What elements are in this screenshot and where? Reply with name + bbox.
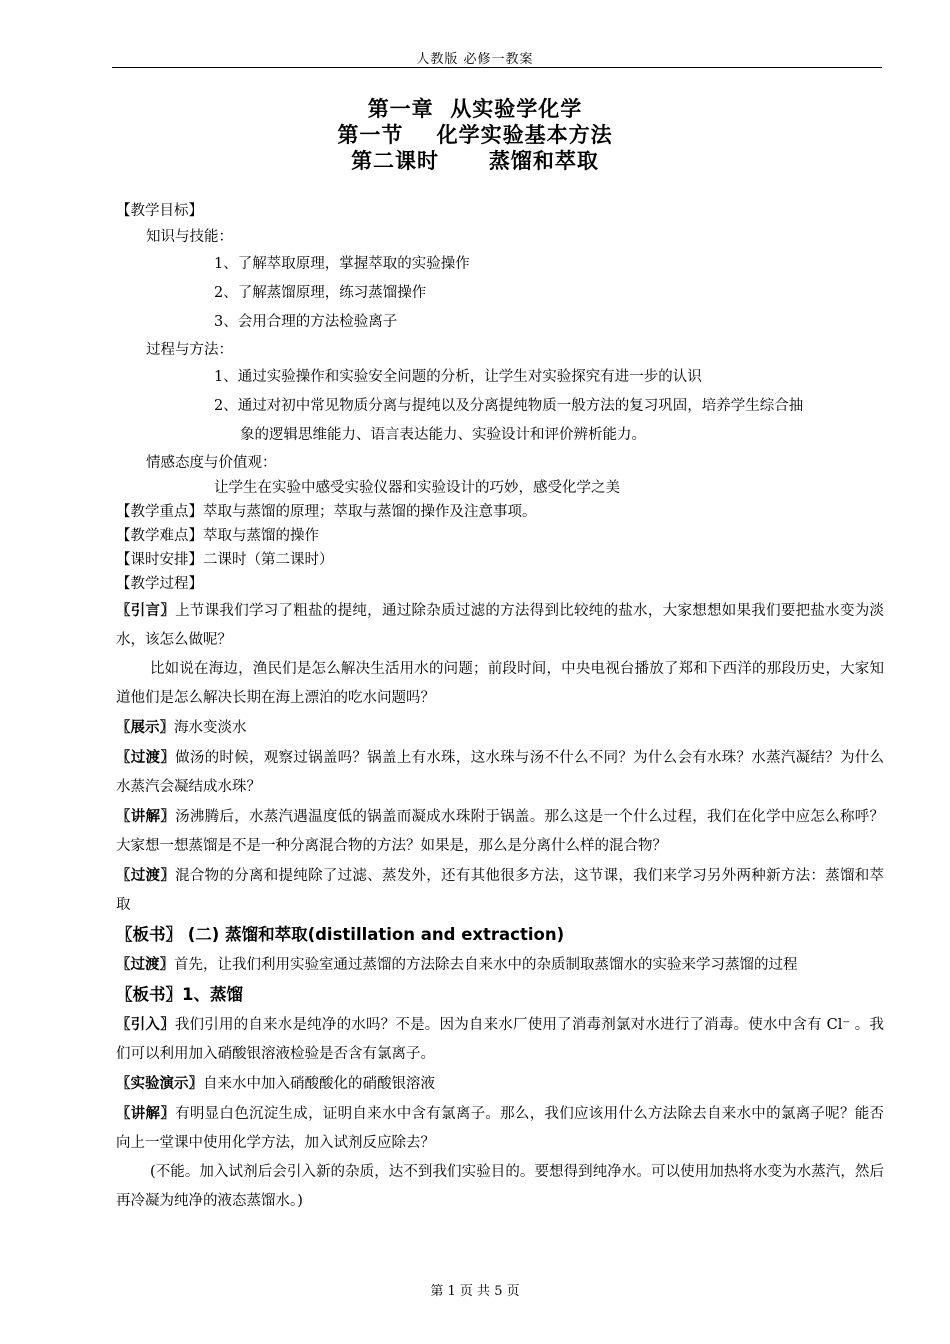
paragraph-tag: 〖过渡〗 (116, 749, 176, 766)
paragraph-text: 有明显白色沉淀生成，证明自来水中含有氯离子。那么，我们应该用什么方法除去自来水中的氯离子呢？能否向上一堂课中使用化学方法，加入试剂反应除去？ (116, 1106, 885, 1151)
page-header: 人教版 必修一教案 (416, 52, 534, 67)
objectives-heading: 【教学目标】 (116, 203, 203, 219)
paragraph-text: 做汤的时候，观察过锅盖吗？锅盖上有水珠，这水珠与汤不什么不同？为什么会有水珠？水蒸汽凝结？为什么水蒸汽会凝结成水珠？ (116, 750, 885, 795)
paragraph-text: 我们引用的自来水是纯净的水吗？不是。因为自来水厂使用了消毒剂氯对水进行了消毒。使水中含有 Cl⁻ 。我们可以利用加入硝酸银溶液检验是否含有氯离子。 (116, 1017, 885, 1062)
paragraph-text: 上节课我们学习了粗盐的提纯，通过除杂质过滤的方法得到比较纯的盐水，大家想想如果我们要把盐水变为淡水，该怎么做呢？ (116, 603, 885, 648)
paragraph-text: 海水变淡水 (174, 720, 247, 736)
knowledge-item: 2、了解蒸馏原理，练习蒸馏操作 (214, 285, 427, 301)
explain-paragraph (116, 1099, 884, 1158)
process-item: 1、通过实验操作和实验安全问题的分析，让学生对实验探究有进一步的认识 (214, 369, 702, 385)
introduce-paragraph (116, 1010, 884, 1069)
emotion-label: 情感态度与价值观： (146, 455, 277, 471)
history-paragraph (116, 655, 884, 713)
paragraph-text: 比如说在海边，渔民们是怎么解决生活用水的问题；前段时间，中央电视台播放了郑和下西洋的那段历史，大家知道他们是怎么解决长期在海上漂泊的吃水问题吗？ (116, 661, 884, 706)
key-points: 【教学重点】萃取与蒸馏的原理；萃取与蒸馏的操作及注意事项。 (116, 504, 537, 520)
knowledge-label: 知识与技能： (146, 229, 233, 245)
paragraph-text: 自来水中加入硝酸酸化的硝酸银溶液 (203, 1076, 435, 1092)
transition-paragraph (116, 861, 884, 920)
paragraph-tag: 〖过渡〗 (116, 956, 174, 973)
paragraph-text: 汤沸腾后，水蒸汽遇温度低的锅盖而凝成水珠附于锅盖。那么这是一个什么过程，我们在化学中应怎么称呼？大家想一想蒸馏是不是一种分离混合物的方法？如果是，那么是分离什么样的混合物？ (116, 809, 885, 854)
process-label: 过程与方法： (146, 342, 233, 358)
explain-paragraph (116, 802, 884, 861)
paragraph-text: 混合物的分离和提纯除了过滤、蒸发外，还有其他很多方法，这节课，我们来学习另外两种新方法：蒸馏和萃取 (116, 868, 885, 913)
process-item: 2、通过对初中常见物质分离与提纯以及分离提纯物质一般方法的复习巩固，培养学生综合抽 (214, 398, 804, 414)
demo-paragraph (116, 1069, 884, 1099)
page-footer: 第 1 页 共 5 页 (430, 1284, 520, 1299)
paragraph-tag: 〖引入〗 (116, 1016, 175, 1033)
board-heading: 〖板书〗1、蒸馏 (116, 985, 243, 1004)
paragraph-tag: 〖讲解〗 (116, 1105, 176, 1122)
paragraph-text: (不能。加入试剂后会引入新的杂质，达不到我们实验目的。要想得到纯净水。可以使用加热将水变为水蒸汽，然后再冷凝为纯净的液态蒸馏水。) (116, 1164, 884, 1209)
process-heading: 【教学过程】 (116, 576, 203, 592)
title-block (0, 96, 950, 174)
difficulties: 【教学难点】萃取与蒸馏的操作 (116, 528, 319, 544)
schedule: 【课时安排】二课时（第二课时） (116, 552, 334, 568)
transition-paragraph (116, 950, 884, 980)
paragraph-tag: 〖引言〗 (116, 602, 176, 619)
paragraph-text: 首先，让我们利用实验室通过蒸馏的方法除去自来水中的杂质制取蒸馏水的实验来学习蒸馏的过程 (174, 957, 798, 973)
lesson-title: 第二课时 蒸馏和萃取 (351, 149, 599, 173)
document-body (116, 198, 884, 1216)
knowledge-item: 1、了解萃取原理，掌握萃取的实验操作 (214, 256, 470, 272)
header-rule (112, 67, 882, 68)
section-title: 第一节 化学实验基本方法 (337, 123, 613, 147)
paragraph-tag: 〖讲解〗 (116, 808, 176, 825)
paragraph-tag: 〖过渡〗 (116, 867, 176, 884)
paragraph-tag: 〖实验演示〗 (116, 1075, 203, 1092)
emotion-item: 让学生在实验中感受实验仪器和实验设计的巧妙，感受化学之美 (214, 480, 620, 496)
transition-paragraph (116, 743, 884, 802)
show-paragraph (116, 713, 884, 743)
answer-paragraph (116, 1158, 884, 1216)
board-heading: 〖板书〗 (二) 蒸馏和萃取(distillation and extraction) (116, 925, 565, 944)
chapter-title: 第一章 从实验学化学 (367, 97, 583, 121)
knowledge-item: 3、会用合理的方法检验离子 (214, 314, 398, 330)
intro-paragraph (116, 596, 884, 655)
process-item-continued: 象的逻辑思维能力、语言表达能力、实验设计和评价辨析能力。 (240, 427, 646, 443)
paragraph-tag: 〖展示〗 (116, 719, 174, 736)
